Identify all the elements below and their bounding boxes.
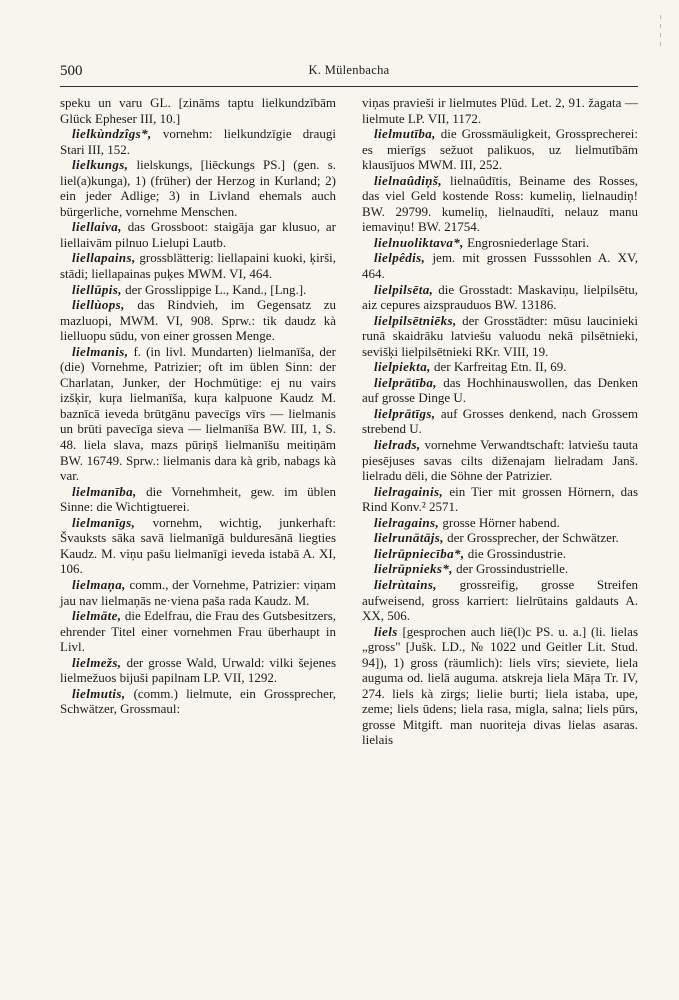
entry-headword: liellùops, bbox=[72, 297, 125, 313]
entry-definition: grossblätterig: liellapaini kuoki, ķirši, stādi; liellapainas puķes MWM. VI, 464. bbox=[60, 250, 336, 282]
dictionary-entry bbox=[60, 608, 336, 655]
dictionary-entry bbox=[60, 686, 336, 717]
entry-definition: der Grossprecher, der Schwätzer. bbox=[447, 530, 619, 546]
entry-definition: die Edelfrau, die Frau des Gutsbesitzers, ehrender Titel einer vornehmen Frau überhaupt in Livl. bbox=[60, 608, 336, 655]
entry-definition: comm., der Vornehme, Patrizier: viņam jau nav lielmaņās ne·viena paša rada Kaudz. M. bbox=[60, 576, 336, 608]
dictionary-entry bbox=[362, 437, 638, 484]
entry-definition: die Grosstadt: Maskaviņu, lielpilsētu, aiz cepures aizsprauduos BW. 13186. bbox=[362, 281, 638, 313]
entry-definition: speku un varu GL. [zināms taptu lielkundzībām Glück Epheser III, 10.] bbox=[60, 95, 336, 126]
running-head: K. Mülenbacha bbox=[308, 63, 390, 77]
entry-headword: lielrūpniecība*, bbox=[374, 545, 465, 561]
entry-headword: lielmanis, bbox=[72, 343, 129, 359]
entry-definition: grosse Hörner habend. bbox=[442, 514, 560, 530]
entry-definition: die Grossmäuligkeit, Grossprecherei: es mierīgs sežuot palikuos, uz lielmutībām klausījuos MWM. III, 252. bbox=[362, 126, 638, 173]
entry-definition: der grosse Wald, Urwald: vilki šejenes lielmežuos bijuši papilnam LP. VII, 1292. bbox=[60, 654, 337, 686]
entry-headword: liellūpis, bbox=[72, 281, 122, 297]
entry-headword: lielmutis, bbox=[72, 685, 126, 701]
dictionary-entry bbox=[362, 546, 638, 562]
entry-definition: das Hochhinauswollen, das Denken auf grosse Dinge U. bbox=[362, 374, 638, 406]
entry-definition: der Grossindustrielle. bbox=[456, 561, 569, 577]
page-number: 500 bbox=[60, 63, 83, 79]
dictionary-entry bbox=[60, 344, 336, 484]
entry-headword: lielrūpnieks*, bbox=[374, 561, 453, 577]
entry-definition: auf Grosses denkend, nach Grossem strebend U. bbox=[362, 405, 639, 437]
entry-headword: lielpiekta, bbox=[374, 359, 431, 375]
header-rule bbox=[60, 86, 638, 87]
dictionary-entry bbox=[362, 95, 638, 126]
entry-headword: lielragainis, bbox=[374, 483, 444, 499]
page-header bbox=[60, 63, 638, 85]
entry-headword: lielprātība, bbox=[374, 374, 437, 390]
dictionary-entry bbox=[60, 655, 336, 686]
entry-definition: Engrosniederlage Stari. bbox=[467, 234, 590, 250]
entry-headword: lielpilsētniēks, bbox=[374, 312, 457, 328]
dictionary-entry bbox=[60, 484, 336, 515]
entry-definition: die Grossindustrie. bbox=[467, 545, 567, 561]
dictionary-entry bbox=[60, 577, 336, 608]
entry-headword: lielrads, bbox=[374, 437, 421, 453]
dictionary-entry bbox=[60, 515, 336, 577]
entry-headword: lielmanība, bbox=[72, 483, 137, 499]
dictionary-entry bbox=[60, 297, 336, 344]
entry-headword: lielpêdis, bbox=[374, 250, 426, 266]
left-column bbox=[60, 95, 336, 717]
dictionary-entry bbox=[362, 515, 638, 531]
entry-definition: der Grosslippige L., Kand., [Lng.]. bbox=[125, 281, 307, 297]
entry-definition: [gesprochen auch liē(l)c PS. u. a.] (li. lielas „gross" [Jušk. LD., № 1022 und Geitler Lit. Stud. 94]), 1) gross (räumlich): liels vīrs; sieviete, liela auguma od. lielā auguma. atskreja liela Māŗa Tr. IV, 274. liels kà zirgs; lielie burti; liela istaba, upe, zeme; liels ūdens; liela rasa, migla, salna; liels pūrs, grosse Mitgift. man nuoriteja divas lielas asaras. lielais bbox=[362, 623, 639, 748]
entry-definition: der Karfreitag Etn. II, 69. bbox=[434, 359, 567, 375]
entry-definition: jem. mit grossen Fusssohlen A. XV, 464. bbox=[362, 250, 638, 282]
entry-definition: lielnaûdītis, Beiname des Rosses, das viel Geld kostende Ross: kumeliņ, lielnaudiņ! BW. 29799. kumeliņ, lielnaudīti, nelauz manu iemaviņu! BW. 21754. bbox=[362, 172, 639, 235]
entry-headword: liels bbox=[374, 623, 398, 639]
entry-definition: (comm.) lielmute, ein Grossprecher, Schwätzer, Grossmaul: bbox=[60, 685, 337, 717]
dictionary-entry bbox=[362, 561, 638, 577]
entry-headword: lielrunātājs, bbox=[374, 530, 444, 546]
dictionary-entry bbox=[60, 250, 336, 281]
dictionary-entry bbox=[362, 406, 638, 437]
entry-definition: vornehm: lielkundzīgie draugi Stari III, 152. bbox=[60, 126, 337, 157]
entry-headword: lielmanīgs, bbox=[72, 514, 136, 530]
entry-definition: vornehme Verwandtschaft: latviešu tauta piesējuses savas cilts diženajam lielradam Janš. lielradu dēli, die Söhne der Patrizier. bbox=[362, 437, 638, 484]
dictionary-entry bbox=[60, 157, 336, 219]
entry-headword: lielrùtains, bbox=[374, 576, 437, 592]
entry-definition: der Grosstädter: mūsu laucinieki runā skaidrāku latviešu valuodu nekā pilsētnieki, sevišķi lielpilsētnieki RKr. VIII, 19. bbox=[362, 312, 639, 359]
entry-headword: lielpilsēta, bbox=[374, 281, 434, 297]
entry-definition: das Grossboot: staigāja gar klusuo, ar liellaivām pilnuo Lielupi Lautb. bbox=[60, 219, 336, 250]
dictionary-entry bbox=[362, 282, 638, 313]
page-fold-marks bbox=[660, 15, 663, 51]
entry-definition: f. (in livl. Mundarten) lielmanīša, der (die) Vornehme, Patrizier; oft im üblen Sinn: der Charlatan, Junker, der Hochmütige: ej nu vairs izšķir, kuŗa lielmanīša, kuŗa kalpuone Kaudz M. baznīcā ieveda brūtgānu pavecīgs vīrs — lielmanis un brūti pavecīga sieva — lielmanīša BW. III, 1, S. 48. liela slava, mazs pūriņš lielmanīšu meitiņām BW. 16749. Sprw.: lielmanis dara kà grib, nabags kà var. bbox=[60, 343, 336, 484]
dictionary-entry bbox=[362, 577, 638, 624]
entry-definition: viņas pravieši ir lielmutes Plūd. Let. 2, 91. žagata — lielmute LP. VII, 1172. bbox=[362, 95, 638, 126]
dictionary-entry bbox=[362, 235, 638, 251]
dictionary-entry bbox=[362, 359, 638, 375]
entry-headword: lielnuoliktava*, bbox=[374, 234, 464, 250]
entry-headword: lielragains, bbox=[374, 514, 440, 530]
entry-headword: lielkùndzîgs*, bbox=[72, 126, 152, 142]
dictionary-entry bbox=[60, 282, 336, 298]
entry-definition: das Rindvieh, im Gegensatz zu mazluopi, MWM. VI, 908. Sprw.: tik daudz kà lielluopu sūdu, von einer grossen Menge. bbox=[60, 297, 336, 344]
entry-definition: vornehm, wichtig, junkerhaft: Švauksts sāka savā lielmanīgā bulduresānā liegties Kaudz. M. viņu pašu lielmanīgi ieveda istabā A. XI, 106. bbox=[60, 514, 336, 577]
dictionary-entry bbox=[362, 484, 638, 515]
entry-headword: lielprātīgs, bbox=[374, 405, 436, 421]
entry-headword: liellaiva, bbox=[72, 219, 122, 235]
dictionary-entry bbox=[362, 313, 638, 360]
entry-headword: liellapains, bbox=[72, 250, 136, 266]
entry-headword: lielnaûdiņš, bbox=[374, 172, 443, 188]
dictionary-entry bbox=[362, 173, 638, 235]
dictionary-entry bbox=[60, 95, 336, 126]
entry-definition: lielskungs, [liēckungs PS.] (gen. s. liel(a)kunga), 1) (früher) der Herzog in Kurland; 2) ein jeder Adlige; 3) in Livland ehemals auch bürgerliche, vornehme Menschen. bbox=[60, 157, 337, 219]
dictionary-entry bbox=[60, 219, 336, 250]
entry-headword: lielkungs, bbox=[72, 157, 129, 173]
entry-headword: lielmāte, bbox=[72, 608, 122, 624]
dictionary-entry bbox=[362, 126, 638, 173]
right-column bbox=[362, 95, 638, 748]
dictionary-entry bbox=[362, 375, 638, 406]
entry-headword: lielmežs, bbox=[72, 654, 122, 670]
entry-headword: lielmutība, bbox=[374, 126, 436, 142]
dictionary-entry bbox=[362, 250, 638, 281]
dictionary-entry bbox=[362, 624, 638, 748]
entry-definition: grossreifig, grosse Streifen aufweisend, gross karriert: lielrūtains galdauts A. XX, 506. bbox=[362, 576, 639, 624]
dictionary-entry bbox=[362, 530, 638, 546]
entry-definition: die Vornehmheit, gew. im üblen Sinne: die Wichtigtuerei. bbox=[60, 483, 336, 515]
dictionary-entry bbox=[60, 126, 336, 157]
entry-headword: lielmaņa, bbox=[72, 576, 126, 592]
entry-definition: ein Tier mit grossen Hörnern, das Rind Konv.² 2571. bbox=[362, 483, 639, 515]
